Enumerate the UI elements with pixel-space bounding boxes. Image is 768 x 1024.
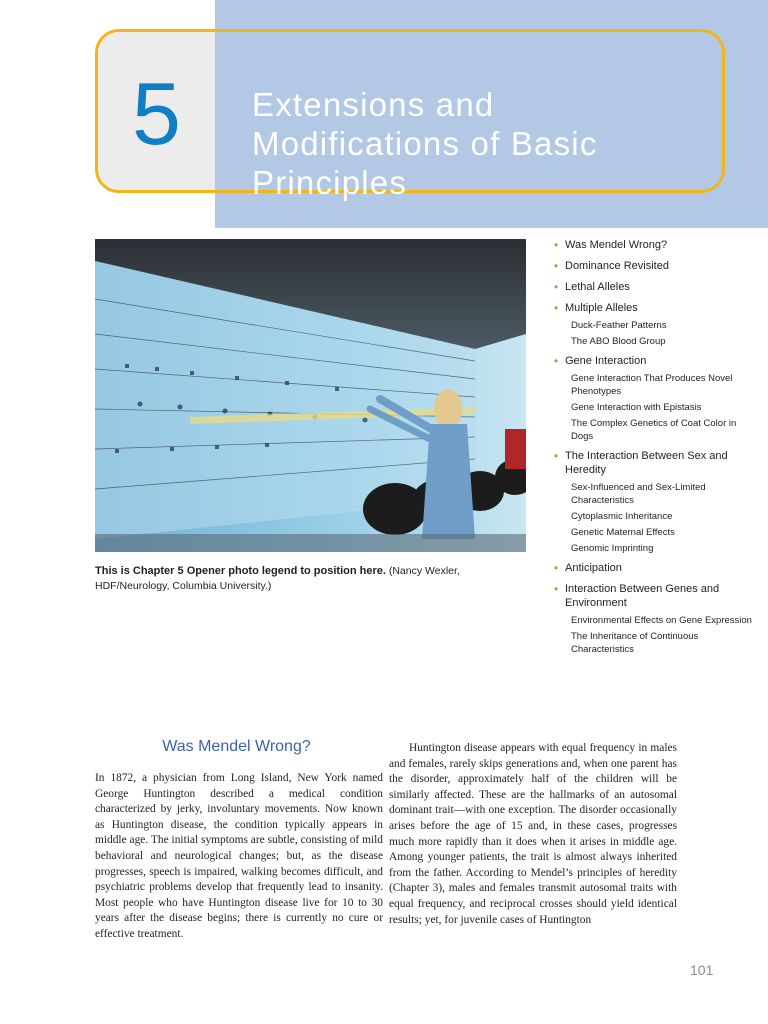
outline-topic [554, 238, 759, 252]
figure-caption-legend: This is Chapter 5 Opener photo legend to position here. [95, 565, 386, 577]
bullet-icon: • [554, 280, 559, 294]
bullet-icon: • [554, 449, 559, 463]
outline-subtopic: The Inheritance of Continuous Characteristics [571, 631, 699, 655]
body-paragraph-1: In 1872, a physician from Long Island, New York named George Huntington described a medical condition characterized by jerky, involuntary movements. Now known as Huntington disease, the condition typically appears in middle age. The initial symptoms are subtle, consisting of mild behavioral and neurological changes; but, as the disease progresses, speech is impaired, walking becomes difficult, and psychiatric problems develop that frequently lead to insanity. Most people who have Huntington disease live for 10 to 30 years after the disease begins; there is currently no cure or effective treatment. [95, 772, 383, 940]
outline-subtopic: Gene Interaction That Produces Novel Phenotypes [571, 373, 733, 397]
section-heading: Was Mendel Wrong? [162, 738, 311, 755]
bullet-icon: • [554, 238, 559, 252]
chapter-number-panel [98, 32, 215, 190]
outline-topic [554, 561, 759, 575]
chapter-outline-list [554, 238, 759, 656]
figure-caption [95, 564, 526, 594]
outline-topic-label: Lethal Alleles [565, 281, 630, 293]
bullet-icon: • [554, 582, 559, 596]
outline-subtopic: Sex-Influenced and Sex-Limited Characteristics [571, 482, 706, 506]
outline-subtopic: Genetic Maternal Effects [571, 527, 675, 538]
outline-subtopic: Cytoplasmic Inheritance [571, 511, 673, 522]
outline-topic-label: Gene Interaction [565, 355, 647, 367]
bullet-icon: • [554, 301, 559, 315]
bullet-icon: • [554, 354, 559, 368]
chapter-title: Extensions and Modifications of Basic Principles [252, 86, 598, 201]
outline-topic [554, 449, 759, 477]
outline-topic-label: The Interaction Between Sex and Heredity [565, 450, 728, 476]
outline-subtopic: Environmental Effects on Gene Expression [571, 615, 752, 626]
chapter-outline [554, 238, 759, 662]
outline-subtopic: Gene Interaction with Epistasis [571, 402, 702, 413]
outline-subtopic: Duck-Feather Patterns [571, 320, 667, 331]
pedigree-wall-photo-illustration [95, 239, 526, 552]
figure-caption-credit: (Nancy Wexler, HDF/Neurology, Columbia University.) [95, 565, 460, 592]
outline-topic-label: Interaction Between Genes and Environment [565, 583, 720, 609]
body-paragraph-2: Huntington disease appears with equal frequency in males and females, rarely skips generations and, when one parent has the disorder, approximately half of the children will be similarly affected. These are the hallmarks of an autosomal dominant trait—with one exception. The disorder occasionally arises before the age of 15 and, in these cases, progresses much more rapidly than it does when it arises in middle age. Among younger patients, the trait is almost always inherited from the father. According to Mendel’s principles of heredity (Chapter 3), males and females transmit autosomal traits with equal frequency, and reciprocal crosses should yield identical results; yet, for juvenile cases of Huntington [389, 742, 677, 926]
outline-subtopic: Genomic Imprinting [571, 543, 654, 554]
outline-topic [554, 354, 759, 368]
outline-topic-label: Anticipation [565, 562, 622, 574]
chapter-opener-photo [95, 239, 526, 552]
outline-subtopic: The Complex Genetics of Coat Color in Dogs [571, 418, 737, 442]
outline-topic [554, 582, 759, 610]
outline-topic-label: Was Mendel Wrong? [565, 239, 668, 251]
page-number: 101 [690, 962, 714, 978]
outline-topic [554, 259, 759, 273]
outline-topic [554, 301, 759, 315]
chapter-number: 5 [132, 64, 181, 163]
outline-subtopic: The ABO Blood Group [571, 336, 666, 347]
bullet-icon: • [554, 561, 559, 575]
outline-topic-label: Dominance Revisited [565, 260, 669, 272]
bullet-icon: • [554, 259, 559, 273]
outline-topic-label: Multiple Alleles [565, 302, 638, 314]
outline-topic [554, 280, 759, 294]
